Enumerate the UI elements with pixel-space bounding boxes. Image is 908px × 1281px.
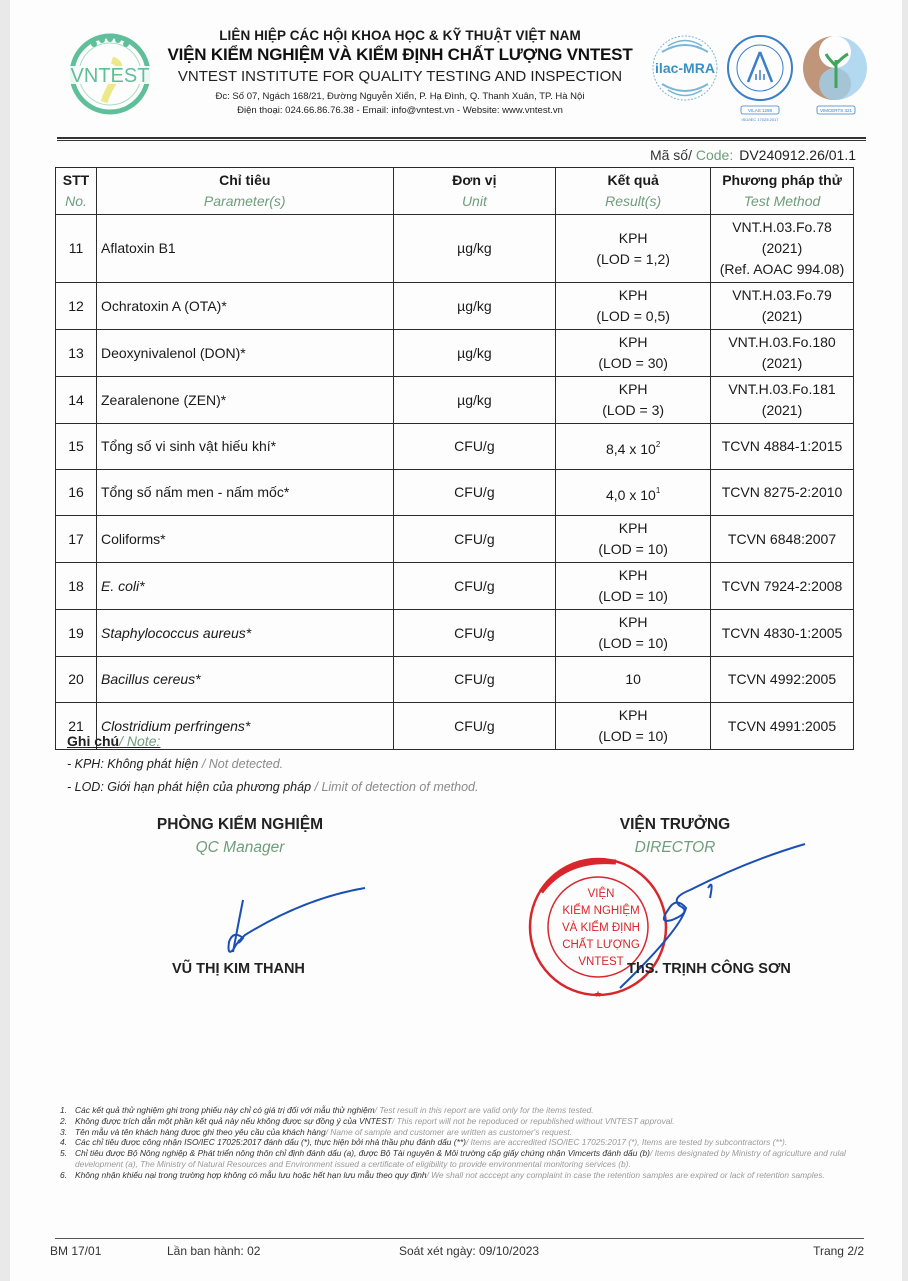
svg-text:VIMCERTS 321: VIMCERTS 321 bbox=[820, 108, 852, 113]
row-parameter: E. coli* bbox=[96, 563, 393, 610]
row-parameter: Deoxynivalenol (DON)* bbox=[96, 330, 393, 377]
table-row bbox=[56, 563, 854, 610]
row-unit: CFU/g bbox=[393, 657, 556, 703]
row-unit: µg/kg bbox=[393, 330, 556, 377]
row-method: VNT.H.03.Fo.180 (2021) bbox=[711, 330, 854, 377]
institute-header bbox=[150, 28, 650, 116]
note-kph: - KPH: Không phát hiện / Not detected. bbox=[67, 757, 284, 771]
footnote-item: 4. Các chỉ tiêu được công nhận ISO/IEC 17025:2017 đánh dấu (*), thực hiện bởi nhà thầu phụ đánh dấu (**)/ Items are accredited ISO/IEC 17025:2017 (*), Items are tested by subcontractors (**). bbox=[60, 1137, 788, 1148]
row-method: VNT.H.03.Fo.79 (2021) bbox=[711, 283, 854, 330]
review-date: Soát xét ngày: 09/10/2023 bbox=[399, 1244, 540, 1258]
row-method: TCVN 4884-1:2015 bbox=[711, 424, 854, 470]
table-row bbox=[56, 215, 854, 283]
report-code bbox=[650, 147, 856, 163]
svg-text:CHẤT LƯỢNG: CHẤT LƯỢNG bbox=[562, 939, 640, 951]
row-method: TCVN 7924-2:2008 bbox=[711, 563, 854, 610]
row-number: 20 bbox=[56, 657, 97, 703]
code-label: Mã số/ bbox=[649, 147, 692, 163]
header-parameter: Chỉ tiêu Parameter(s) bbox=[96, 168, 393, 215]
header-method: Phương pháp thử Test Method bbox=[711, 168, 854, 215]
footnote-item: 2. Không được trích dẫn một phần kết quả này nếu không được sự đồng ý của VNTEST/ This report will not be repoduced or republished without VNTEST approval. bbox=[60, 1115, 675, 1126]
accreditation-logos bbox=[650, 30, 875, 125]
header-no: STT No. bbox=[56, 168, 97, 215]
svg-text:VNTEST: VNTEST bbox=[70, 65, 150, 87]
row-parameter: Aflatoxin B1 bbox=[96, 215, 393, 283]
row-parameter: Zearalenone (ZEN)* bbox=[96, 377, 393, 424]
qc-manager-name: VŨ THỊ KIM THANH bbox=[172, 961, 305, 977]
svg-text:VILAS 1298: VILAS 1298 bbox=[747, 108, 773, 113]
row-unit: CFU/g bbox=[393, 703, 556, 750]
row-unit: CFU/g bbox=[393, 470, 556, 516]
row-number: 16 bbox=[56, 470, 97, 516]
code-value: DV240912.26/01.1 bbox=[739, 147, 856, 163]
table-row bbox=[56, 330, 854, 377]
form-code: BM 17/01 bbox=[50, 1244, 102, 1258]
qc-manager-role-en: QC Manager bbox=[195, 839, 285, 856]
row-number: 12 bbox=[56, 283, 97, 330]
row-number: 15 bbox=[56, 424, 97, 470]
report-page bbox=[10, 0, 902, 1281]
header-unit: Đơn vị Unit bbox=[393, 168, 556, 215]
row-unit: µg/kg bbox=[393, 215, 556, 283]
vimcerts-icon bbox=[803, 36, 867, 114]
notes-title: Ghi chú/ Note: bbox=[67, 733, 161, 749]
table-row bbox=[56, 657, 854, 703]
row-unit: CFU/g bbox=[393, 563, 556, 610]
table-row bbox=[56, 470, 854, 516]
svg-text:VÀ KIỂM ĐỊNH: VÀ KIỂM ĐỊNH bbox=[562, 922, 640, 934]
table-row bbox=[56, 703, 854, 750]
row-method: TCVN 4992:2005 bbox=[711, 657, 854, 703]
row-number: 19 bbox=[56, 610, 97, 657]
qc-manager-role: PHÒNG KIỂM NGHIỆM bbox=[156, 816, 324, 833]
director-role: VIỆN TRƯỞNG bbox=[619, 816, 731, 833]
svg-text:ilac-MRA: ilac-MRA bbox=[655, 60, 715, 76]
row-result: KPH (LOD = 10) bbox=[556, 516, 711, 563]
row-number: 11 bbox=[56, 215, 97, 283]
row-number: 14 bbox=[56, 377, 97, 424]
row-result: KPH (LOD = 10) bbox=[556, 703, 711, 750]
row-method: TCVN 4830-1:2005 bbox=[711, 610, 854, 657]
vntest-logo-icon bbox=[60, 30, 160, 118]
row-result: KPH (LOD = 3) bbox=[556, 377, 711, 424]
row-parameter: Tổng số nấm men - nấm mốc* bbox=[96, 470, 393, 516]
row-result: 8,4 x $10^2$ bbox=[556, 424, 711, 470]
qc-manager-signature-icon bbox=[215, 880, 375, 960]
row-unit: CFU/g bbox=[393, 516, 556, 563]
institute-name-en: VNTEST INSTITUTE FOR QUALITY TESTING AND INSPECTION bbox=[177, 68, 623, 85]
footnote-item: 3. Tên mẫu và tên khách hàng được ghi theo yêu cầu của khách hàng/ Name of sample and customer are written as customer's request. bbox=[60, 1126, 573, 1137]
footnotes bbox=[60, 1105, 860, 1181]
page-number: Trang 2/2 bbox=[813, 1244, 864, 1258]
table-row bbox=[56, 424, 854, 470]
row-number: 13 bbox=[56, 330, 97, 377]
row-parameter: Clostridium perfringens* bbox=[96, 703, 393, 750]
row-result: KPH (LOD = 30) bbox=[556, 330, 711, 377]
issue-number: Lần ban hành: 02 bbox=[167, 1244, 261, 1258]
footnote-item: 5. Chỉ tiêu được Bộ Nông nghiệp & Phát triển nông thôn chỉ định đánh dấu (a), được Bộ Tài nguyên & Môi trường cấp giấy chứng nhận Vimcerts đánh dấu (b)/ Items designated by Ministry of agriculture and rulal development (a), The Ministry of Natural Resources and Environment issued a certificate of eligibility to provide environmental monitoring services (b). bbox=[60, 1148, 846, 1169]
table-row bbox=[56, 516, 854, 563]
row-parameter: Coliforms* bbox=[96, 516, 393, 563]
row-result: KPH (LOD = 1,2) bbox=[556, 215, 711, 283]
table-row bbox=[56, 377, 854, 424]
institute-name: VIỆN KIỂM NGHIỆM VÀ KIỂM ĐỊNH CHẤT LƯỢNG VNTEST bbox=[167, 45, 633, 64]
row-result: KPH (LOD = 10) bbox=[556, 563, 711, 610]
table-row bbox=[56, 610, 854, 657]
row-method: VNT.H.03.Fo.181 (2021) bbox=[711, 377, 854, 424]
row-unit: CFU/g bbox=[393, 424, 556, 470]
director-role-en: DIRECTOR bbox=[634, 839, 716, 856]
svg-text:VIỆN: VIỆN bbox=[587, 888, 615, 900]
row-parameter: Staphylococcus aureus* bbox=[96, 610, 393, 657]
svg-text:ISO/IEC 17025:2017: ISO/IEC 17025:2017 bbox=[741, 117, 779, 122]
row-parameter: Bacillus cereus* bbox=[96, 657, 393, 703]
row-result: 4,0 x $10^1$ bbox=[556, 470, 711, 516]
institute-address: Đc: Số 07, Ngách 168/21, Đường Nguyễn Xiển, P. Hạ Đình, Q. Thanh Xuân, TP. Hà Nội bbox=[215, 91, 585, 102]
row-result: KPH (LOD = 0,5) bbox=[556, 283, 711, 330]
row-number: 21 bbox=[56, 703, 97, 750]
row-method: TCVN 6848:2007 bbox=[711, 516, 854, 563]
footnote-item: 1. Các kết quả thử nghiệm ghi trong phiếu này chỉ có giá trị đối với mẫu thử nghiệm/ Test result in this report are valid only for the items tested. bbox=[60, 1105, 594, 1115]
row-parameter: Tổng số vi sinh vật hiếu khí* bbox=[96, 424, 393, 470]
row-unit: µg/kg bbox=[393, 377, 556, 424]
row-unit: CFU/g bbox=[393, 610, 556, 657]
header-divider bbox=[57, 137, 866, 141]
ilac-mra-icon bbox=[653, 36, 717, 100]
note-lod: - LOD: Giới hạn phát hiện của phương pháp / Limit of detection of method. bbox=[67, 780, 479, 794]
footnote-item: 6. Không nhận khiếu nại trong trường hợp không có mẫu lưu hoặc hết hạn lưu mẫu theo quy định/ We shall not acccept any complaint in case the retention samples are expired or lack of retention samples. bbox=[60, 1169, 825, 1180]
row-number: 18 bbox=[56, 563, 97, 610]
union-name: LIÊN HIỆP CÁC HỘI KHOA HỌC & KỸ THUẬT VIỆT NAM bbox=[219, 28, 581, 43]
row-parameter: Ochratoxin A (OTA)* bbox=[96, 283, 393, 330]
row-method: TCVN 4991:2005 bbox=[711, 703, 854, 750]
boa-vietnam-icon bbox=[728, 36, 792, 122]
row-result: 10 bbox=[556, 657, 711, 703]
header-result: Kết quả Result(s) bbox=[556, 168, 711, 215]
row-method: VNT.H.03.Fo.78 (2021) (Ref. AOAC 994.08) bbox=[711, 215, 854, 283]
svg-text:★: ★ bbox=[593, 989, 603, 999]
footer-divider bbox=[55, 1238, 864, 1239]
code-label-en: Code: bbox=[691, 147, 734, 163]
institute-contact: Điện thoại: 024.66.86.76.38 - Email: info@vntest.vn - Website: www.vntest.vn bbox=[237, 105, 563, 116]
director-name: ThS. TRỊNH CÔNG SƠN bbox=[627, 961, 791, 977]
svg-text:KIỂM NGHIỆM: KIỂM NGHIỆM bbox=[562, 905, 640, 917]
table-header-row bbox=[56, 168, 854, 215]
row-unit: µg/kg bbox=[393, 283, 556, 330]
qc-manager-signature-block bbox=[140, 816, 340, 857]
table-row bbox=[56, 283, 854, 330]
row-method: TCVN 8275-2:2010 bbox=[711, 470, 854, 516]
results-table bbox=[55, 167, 854, 750]
row-number: 17 bbox=[56, 516, 97, 563]
row-result: KPH (LOD = 10) bbox=[556, 610, 711, 657]
svg-text:VNTEST: VNTEST bbox=[578, 956, 624, 968]
